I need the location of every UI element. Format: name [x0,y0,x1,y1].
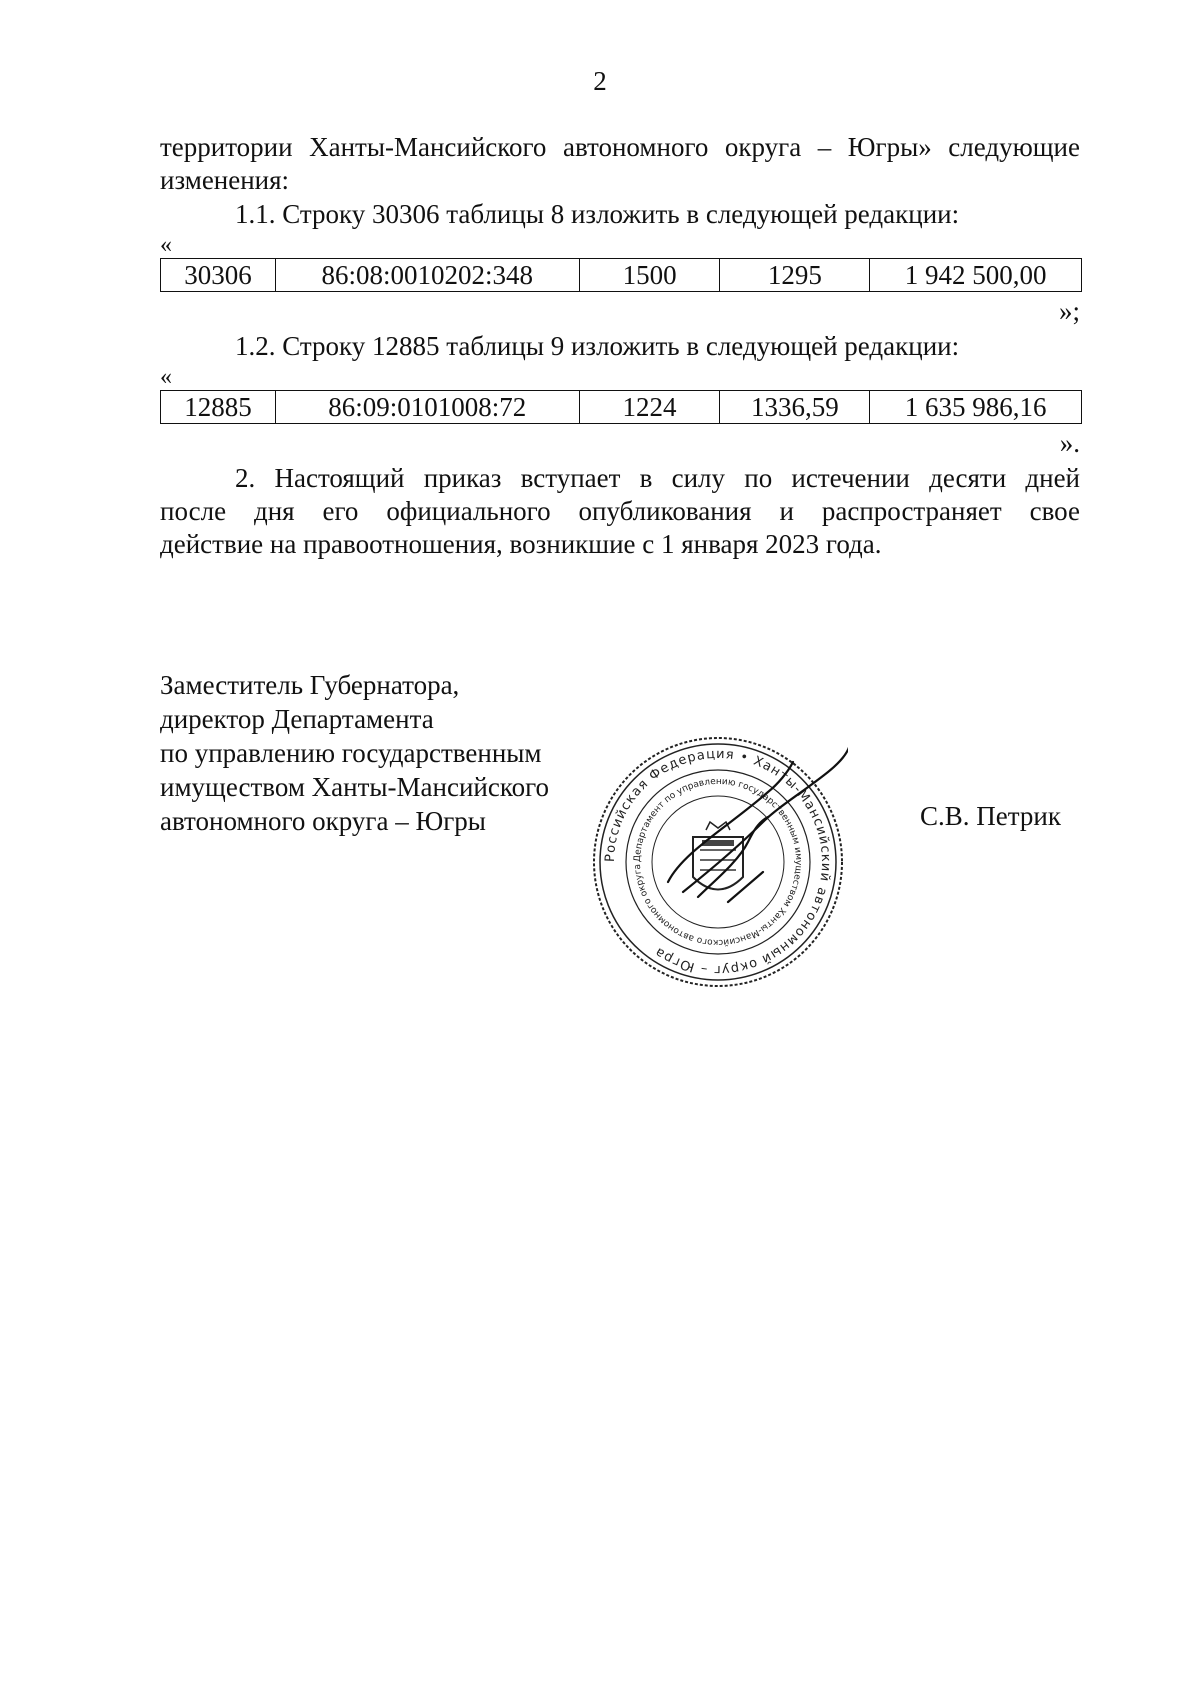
table-cell-total-value: 1 942 500,00 [870,259,1082,292]
table-cell-cadastral-number: 86:09:0101008:72 [275,391,579,424]
signatory-name: С.В. Петрик [920,801,1061,831]
intro-line-2: изменения: [160,165,290,195]
signatory-position-line: по управлению государственным [160,738,542,768]
replacement-row-table-9 [160,390,1082,424]
close-quote: »; [1058,296,1080,326]
table-cell-total-value: 1 635 986,16 [870,391,1082,424]
table-cell-area: 1500 [579,259,720,292]
table-row [161,259,1082,292]
open-quote: « [160,364,172,390]
table-cell-unit-value: 1336,59 [720,391,870,424]
signatory-position-line: директор Департамента [160,704,434,734]
item-1-2-text: 1.2. Строку 12885 таблицы 9 изложить в следующей редакции: [235,331,960,361]
signatory-position-line: Заместитель Губернатора, [160,670,460,700]
table-row [161,391,1082,424]
table-cell-area: 1224 [579,391,720,424]
table-cell-row-number: 30306 [161,259,276,292]
seal-inner-text: Департамент по управлению государственным имуществом Ханты-Мансийского автономного округа [632,776,804,948]
table-cell-cadastral-number: 86:08:0010202:348 [275,259,579,292]
item-2-line-1: 2. Настоящий приказ вступает в силу по истечении десяти дней [235,463,1080,493]
open-quote: « [160,232,172,258]
table-cell-row-number: 12885 [161,391,276,424]
intro-line-1: территории Ханты-Мансийского автономного округа – Югры» следующие [160,132,1080,162]
signatory-position [160,668,549,838]
close-quote: ». [1059,428,1080,458]
signatory-position-line: имуществом Ханты-Мансийского [160,772,549,802]
table-cell-unit-value: 1295 [720,259,870,292]
official-seal-graphic [588,732,848,992]
official-seal [588,732,848,997]
page-number: 2 [593,66,607,96]
seal-outer-text: Российская Федерация • Ханты-Мансийский автономный округ – Югра [602,746,834,978]
signatory-position-line: автономного округа – Югры [160,806,486,836]
item-1-1-text: 1.1. Строку 30306 таблицы 8 изложить в следующей редакции: [235,199,960,229]
item-2-line-3: действие на правоотношения, возникшие с 1 января 2023 года. [160,529,882,559]
item-2-line-2: после дня его официального опубликования и распространяет свое [160,496,1080,526]
replacement-row-table-8 [160,258,1082,292]
